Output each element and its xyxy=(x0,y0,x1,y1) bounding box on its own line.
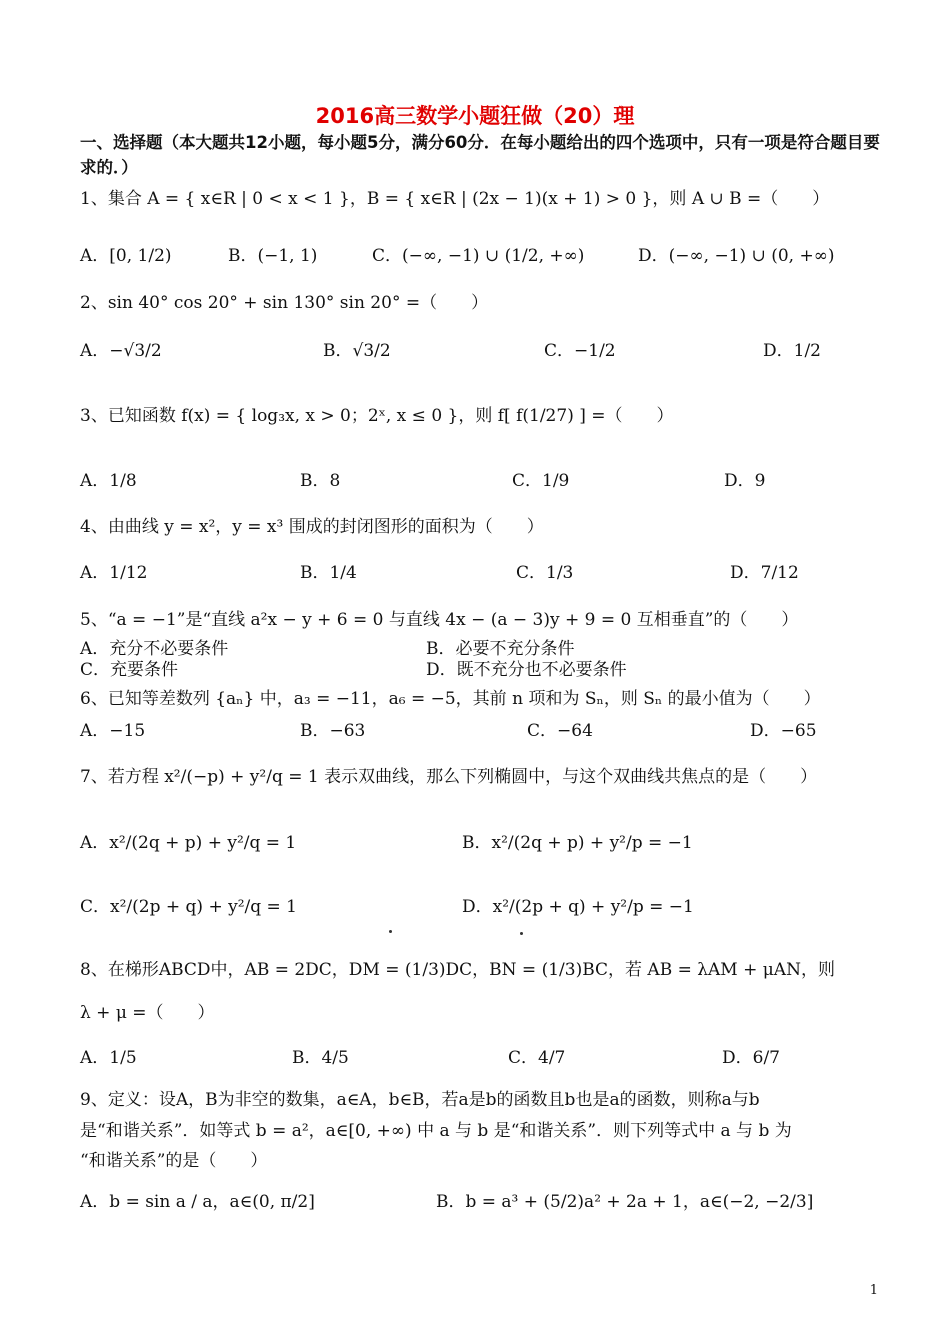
q6-option-c: C．−64 xyxy=(527,721,593,741)
q9-option-a: A．b = sin a / a，a∈(0, π/2] xyxy=(80,1192,315,1212)
q2-option-b: B．√3/2 xyxy=(323,341,391,361)
page-number: 1 xyxy=(869,1283,878,1298)
question-1-stem: 1、集合 A = { x∈R | 0 < x < 1 }，B = { x∈R | (2x − 1)(x + 1) > 0 }，则 A ∪ B =（ ） xyxy=(80,189,830,209)
q5-option-a: A．充分不必要条件 xyxy=(80,639,229,659)
q8-option-b: B．4/5 xyxy=(292,1048,349,1068)
question-7-stem: 7、若方程 x²/(−p) + y²/q = 1 表示双曲线，那么下列椭圆中，与这个双曲线共焦点的是（ ） xyxy=(80,767,818,787)
q1-option-c: C．(−∞, −1) ∪ (1/2, +∞) xyxy=(372,246,585,266)
q5-option-c: C．充要条件 xyxy=(80,660,179,680)
q4-option-c: C．1/3 xyxy=(516,563,574,583)
question-3-stem: 3、已知函数 f(x) = { log₃x, x > 0；2ˣ, x ≤ 0 }，则 f[ f(1/27) ] =（ ） xyxy=(80,406,674,426)
q3-option-c: C．1/9 xyxy=(512,471,570,491)
q1-option-b: B．(−1, 1) xyxy=(228,246,318,266)
q3-option-d: D．9 xyxy=(724,471,766,491)
q9-option-b: B．b = a³ + (5/2)a² + 2a + 1，a∈(−2, −2/3] xyxy=(436,1192,814,1212)
vector-dot-mark xyxy=(389,930,392,933)
q6-option-b: B．−63 xyxy=(300,721,366,741)
q8-option-c: C．4/7 xyxy=(508,1048,566,1068)
question-9-stem-cont: 是“和谐关系”．如等式 b = a²，a∈[0, +∞) 中 a 与 b 是“和谐关系”．则下列等式中 a 与 b 为 xyxy=(80,1121,792,1141)
q3-option-b: B．8 xyxy=(300,471,341,491)
q2-option-a: A．−√3/2 xyxy=(80,341,162,361)
q2-option-c: C．−1/2 xyxy=(544,341,616,361)
question-8-stem-cont: λ + μ =（ ） xyxy=(80,1003,215,1023)
question-9-stem-cont2: “和谐关系”的是（ ） xyxy=(80,1151,268,1171)
q5-option-d: D．既不充分也不必要条件 xyxy=(426,660,627,680)
q1-option-d: D．(−∞, −1) ∪ (0, +∞) xyxy=(638,246,835,266)
q1-option-a: A．[0, 1/2) xyxy=(80,246,172,266)
q7-option-b: B．x²/(2q + p) + y²/p = −1 xyxy=(462,833,693,853)
q4-option-b: B．1/4 xyxy=(300,563,357,583)
q7-option-d: D．x²/(2p + q) + y²/p = −1 xyxy=(462,897,694,917)
vector-dot-mark xyxy=(520,932,523,935)
question-4-stem: 4、由曲线 y = x²，y = x³ 围成的封闭图形的面积为（ ） xyxy=(80,517,544,537)
q2-option-d: D．1/2 xyxy=(763,341,821,361)
question-9-stem: 9、定义：设A，B为非空的数集，a∈A，b∈B，若a是b的函数且b也是a的函数，则称a与b xyxy=(80,1090,760,1110)
section-heading: 一、选择题（本大题共12小题，每小题5分，满分60分．在每小题给出的四个选项中，只有一项是符合题目要求的．） xyxy=(80,133,880,177)
q7-option-a: A．x²/(2q + p) + y²/q = 1 xyxy=(80,833,297,853)
q8-option-d: D．6/7 xyxy=(722,1048,780,1068)
q7-option-c: C．x²/(2p + q) + y²/q = 1 xyxy=(80,897,297,917)
q6-option-d: D．−65 xyxy=(750,721,817,741)
q4-option-a: A．1/12 xyxy=(80,563,148,583)
question-8-stem: 8、在梯形ABCD中，AB = 2DC，DM = (1/3)DC，BN = (1/3)BC，若 AB = λAM + μAN，则 xyxy=(80,960,835,980)
q3-option-a: A．1/8 xyxy=(80,471,137,491)
question-2-stem: 2、sin 40° cos 20° + sin 130° sin 20° =（ ） xyxy=(80,293,489,313)
question-5-stem: 5、“a = −1”是“直线 a²x − y + 6 = 0 与直线 4x − (a − 3)y + 9 = 0 互相垂直”的（ ） xyxy=(80,610,799,630)
q6-option-a: A．−15 xyxy=(80,721,146,741)
q8-option-a: A．1/5 xyxy=(80,1048,137,1068)
question-6-stem: 6、已知等差数列 {aₙ} 中，a₃ = −11，a₆ = −5，其前 n 项和为 Sₙ，则 Sₙ 的最小值为（ ） xyxy=(80,689,821,709)
q4-option-d: D．7/12 xyxy=(730,563,799,583)
page-title: 2016高三数学小题狂做（20）理 xyxy=(315,104,635,128)
q5-option-b: B．必要不充分条件 xyxy=(426,639,575,659)
